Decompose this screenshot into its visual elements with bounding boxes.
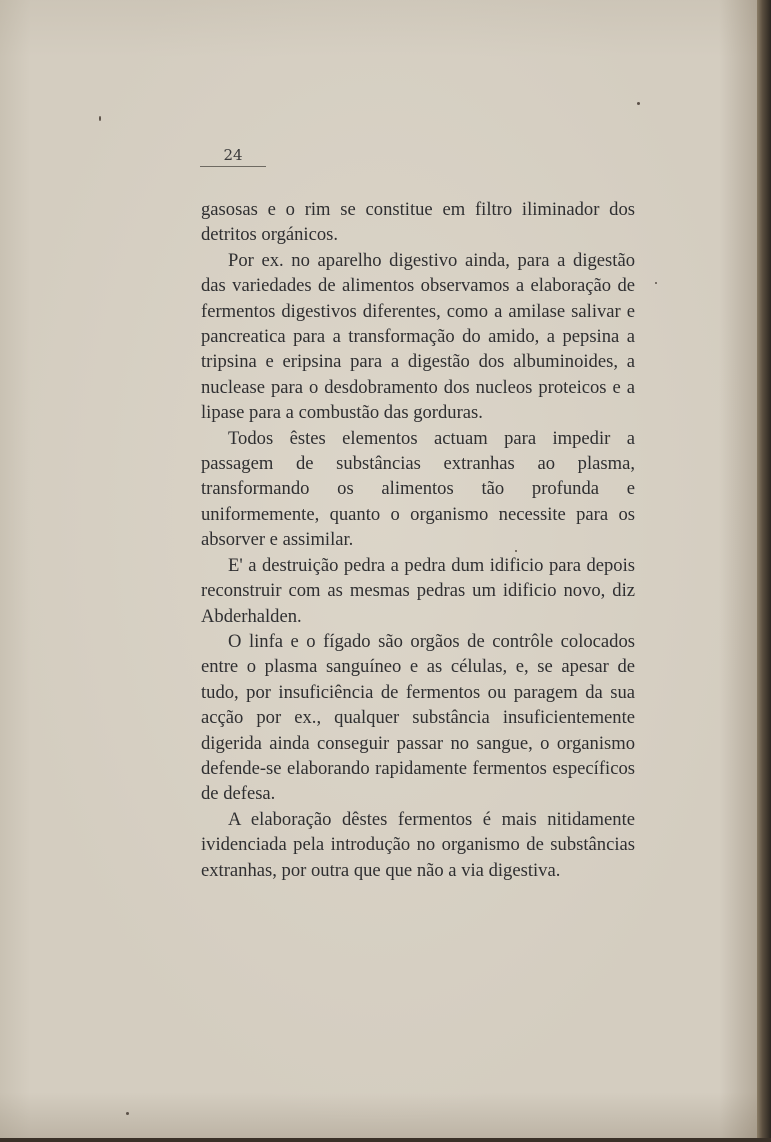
page-edge-shadow xyxy=(757,0,771,1142)
paragraph-1: gasosas e o rim se constitue em filtro iliminador dos detritos orgánicos. xyxy=(201,199,635,246)
body-text xyxy=(201,197,635,883)
page-bottom-edge xyxy=(0,1138,771,1142)
paragraph-6: A elaboração dêstes fermentos é mais nitidamente ividenciada pela introdução no organismo de substâncias extranhas, por outra que que não a via digestiva. xyxy=(201,808,635,881)
paper-speck xyxy=(637,102,640,105)
paper-speck xyxy=(515,550,517,552)
paragraph-5: O linfa e o fígado são orgãos de contrôle colocados entre o plasma sanguíneo e as células, e, se apesar de tudo, por insuficiência de fermentos ou paragem da sua acção por ex., qualquer substância insuficientemente digerida ainda conseguir passar no sangue, o organismo defende-se elaborando rapidamente fermentos específicos de defesa. xyxy=(201,630,635,805)
paper-speck xyxy=(655,282,657,284)
paragraph-2: Por ex. no aparelho digestivo ainda, para a digestão das variedades de alimentos observamos a elaboração de fermentos digestivos diferentes, como a amilase salivar e pancreatica para a transformação do amido, a pepsina a tripsina e eripsina para a digestão dos albuminoides, a nuclease para o desdobramento dos nucleos proteicos e a lipase para a combustão das gorduras. xyxy=(201,249,635,424)
paragraph-3: Todos êstes elementos actuam para impedir a passagem de substâncias extranhas ao plasma, transformando os alimentos tão profunda e uniformemente, quanto o organismo necessite para os absorver e assimilar. xyxy=(201,427,635,551)
page-number: 24 xyxy=(200,146,266,167)
paragraph-4: E' a destruição pedra a pedra dum idificio para depois reconstruir com as mesmas pedras um idificio novo, diz Abderhalden. xyxy=(201,554,635,627)
paper-speck xyxy=(126,1112,129,1115)
paper-speck xyxy=(99,116,101,121)
